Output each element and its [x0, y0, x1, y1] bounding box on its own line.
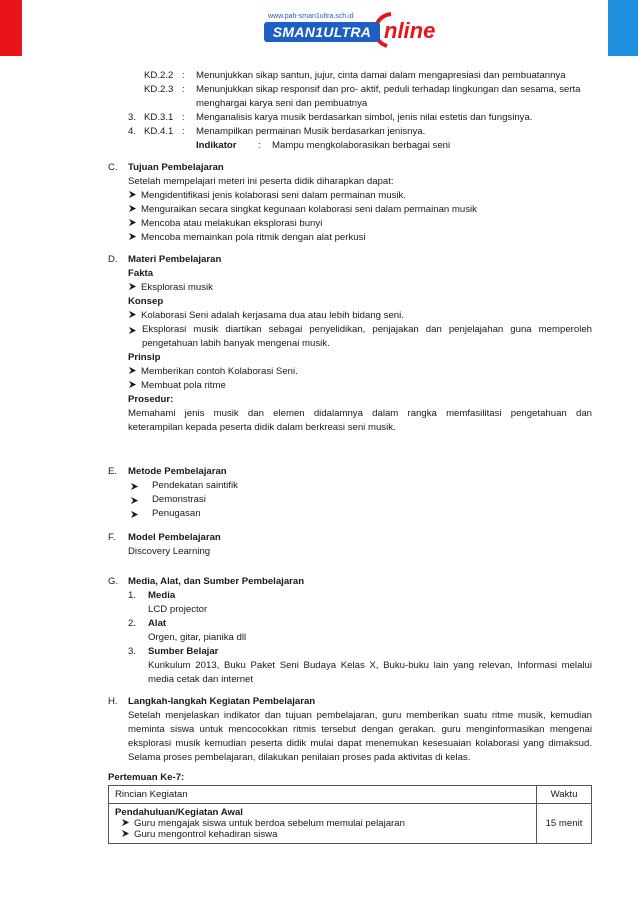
list-item: Guru mengontrol kehadiran siswa: [115, 829, 530, 840]
section-f-letter: F.: [108, 532, 116, 543]
konsep-2-line1: Eksplorasi musik diartikan sebagai penyelidikan, penjajakan dan penjelajahan guna memperoleh: [142, 324, 592, 335]
arrow-bullet-icon: [121, 818, 130, 827]
prosedur-line1: Memahami jenis musik dan elemen didalamnya dalam rangka memfasilitasi pengetahuan dan: [128, 408, 592, 419]
kd-text: Menganalisis karya musik berdasarkan simbol, jenis nilai estetis dan fungsinya.: [196, 112, 533, 123]
g-item-num: 3.: [128, 646, 137, 657]
section-e-letter: E.: [108, 466, 118, 477]
arrow-bullet-icon: [121, 829, 130, 838]
kd-sep: :: [182, 126, 185, 137]
list-item: Eksplorasi musik: [128, 282, 213, 293]
g-item-text: Orgen, gitar, pianika dll: [148, 632, 247, 643]
kd-code: KD.3.1: [144, 112, 174, 123]
time-cell: 15 menit: [537, 804, 592, 844]
activity-table: [108, 785, 592, 844]
arrow-bullet-icon: [128, 204, 137, 213]
list-item: Mencoba atau melakukan eksplorasi bunyi: [128, 218, 322, 229]
kd-code: KD.2.2: [144, 70, 174, 81]
arrow-bullet-icon: [128, 232, 137, 241]
kd-num: 4.: [128, 126, 137, 137]
section-c-letter: C.: [108, 162, 118, 173]
list-item: Memberikan contoh Kolaborasi Seni.: [128, 366, 298, 377]
konsep-label: Konsep: [128, 296, 164, 307]
list-item: Kolaborasi Seni adalah kerjasama dua atau lebih bidang seni.: [128, 310, 404, 321]
kd-text: Menampilkan permainan Musik berdasarkan jenisnya.: [196, 126, 426, 137]
list-item: Pendekatan saintifik: [152, 480, 238, 491]
list-item: Guru mengajak siswa untuk berdoa sebelum memulai pelajaran: [115, 818, 530, 829]
header-band-center: [22, 0, 608, 56]
arrow-bullet-icon: [128, 190, 137, 199]
indikator-text: Mampu mengkolaborasikan berbagai seni: [272, 140, 451, 151]
g-item-label: Alat: [148, 618, 167, 629]
list-item: Demonstrasi: [152, 494, 206, 505]
indikator-sep: :: [258, 140, 261, 151]
header-url: www.pah-sman1ultra.sch.id: [268, 13, 354, 20]
section-e-title: Metode Pembelajaran: [128, 466, 227, 477]
section-h-line3: eksplorasi musik kemudian peserta didik mulai dapat menemukan kesesuaian kolaborasi yang dimaksud.: [128, 738, 592, 749]
logo-suffix: nline: [384, 18, 436, 43]
kd-sep: :: [182, 84, 185, 95]
section-g-letter: G.: [108, 576, 119, 587]
pertemuan-heading: Pertemuan Ke-7:: [108, 772, 185, 783]
kd-code: KD.4.1: [144, 126, 174, 137]
section-d-letter: D.: [108, 254, 118, 265]
arrow-bullet-icon: [128, 326, 137, 335]
indikator-label: Indikator: [196, 140, 237, 151]
fakta-label: Fakta: [128, 268, 154, 279]
section-f-title: Model Pembelajaran: [128, 532, 221, 543]
list-item: Membuat pola ritme: [128, 380, 226, 391]
kd-text: Menunjukkan sikap responsif dan pro- aktif, peduli terhadap lingkungan dan sesama, serta: [196, 84, 581, 95]
kd-sep: :: [182, 112, 185, 123]
arrow-bullet-icon: [128, 380, 137, 389]
section-h-letter: H.: [108, 696, 118, 707]
section-f-text: Discovery Learning: [128, 546, 211, 557]
arrow-bullet-icon: [130, 510, 139, 519]
header-band-right: [608, 0, 638, 56]
table-header-row: [109, 786, 592, 804]
section-h-line4: Selama proses pembelajaran, dilakukan penilaian proses pada aktivitas di kelas.: [128, 752, 471, 763]
section-g-title: Media, Alat, dan Sumber Pembelajaran: [128, 576, 305, 587]
section-h-title: Langkah-langkah Kegiatan Pembelajaran: [128, 696, 316, 707]
list-item: Penugasan: [152, 508, 201, 519]
kd-code: KD.2.3: [144, 84, 174, 95]
prosedur-line2: keterampilan kepada peserta didik dalam berkreasi seni musik.: [128, 422, 396, 433]
g-item-text-continued: media cetak dan internet: [148, 674, 254, 685]
arrow-bullet-icon: [128, 218, 137, 227]
column-header-activity: Rincian Kegiatan: [109, 786, 537, 804]
arrow-bullet-icon: [128, 310, 137, 319]
kd-text-continued: menghargai karya seni dan pembuatnya: [196, 98, 368, 109]
arrow-bullet-icon: [130, 482, 139, 491]
column-header-time: Waktu: [537, 786, 592, 804]
activity-cell: [109, 804, 537, 844]
section-h-line1: Setelah menjelaskan indikator dan tujuan pembelajaran, guru memberikan suatu ritme musik, kemudian: [128, 710, 592, 721]
arrow-bullet-icon: [128, 282, 137, 291]
konsep-2-line2: pengetahuan labih banyak mengenai musik.: [142, 338, 330, 349]
g-item-num: 2.: [128, 618, 137, 629]
section-c-title: Tujuan Pembelajaran: [128, 162, 224, 173]
list-item: Mengidentifikasi jenis kolaborasi seni dalam permainan musik.: [128, 190, 406, 201]
prinsip-label: Prinsip: [128, 352, 161, 363]
kd-text: Menunjukkan sikap santun, jujur, cinta damai dalam mengapresiasi dan pembuatannya: [196, 70, 566, 81]
g-item-text: LCD projector: [148, 604, 208, 615]
arrow-bullet-icon: [128, 366, 137, 375]
g-item-label: Sumber Belajar: [148, 646, 219, 657]
prosedur-label: Prosedur:: [128, 394, 174, 405]
kd-num: 3.: [128, 112, 137, 123]
list-item: Menguraikan secara singkat kegunaan kolaborasi seni dalam permainan musik: [128, 204, 477, 215]
header-band-left: [0, 0, 22, 56]
g-item-text: Kurikulum 2013, Buku Paket Seni Budaya Kelas X, Buku-buku lain yang relevan, Informasi melalui: [148, 660, 592, 671]
section-d-title: Materi Pembelajaran: [128, 254, 222, 265]
list-item: Mencoba memainkan pola ritmik dengan alat perkusi: [128, 232, 366, 243]
arrow-bullet-icon: [130, 496, 139, 505]
logo-main: SMAN1ULTRA: [264, 22, 380, 42]
activity-title: Pendahuluan/Kegiatan Awal: [115, 807, 243, 818]
kd-sep: :: [182, 70, 185, 81]
g-item-num: 1.: [128, 590, 137, 601]
section-c-intro: Setelah mempelajari meteri ini peserta didik diharapkan dapat:: [128, 176, 394, 187]
g-item-label: Media: [148, 590, 176, 601]
section-h-line2: meminta siswa untuk mencocokkan ritmis tersebut dengan gerakan. guru menginformasikan mengenai: [128, 724, 592, 735]
table-row: [109, 804, 592, 844]
